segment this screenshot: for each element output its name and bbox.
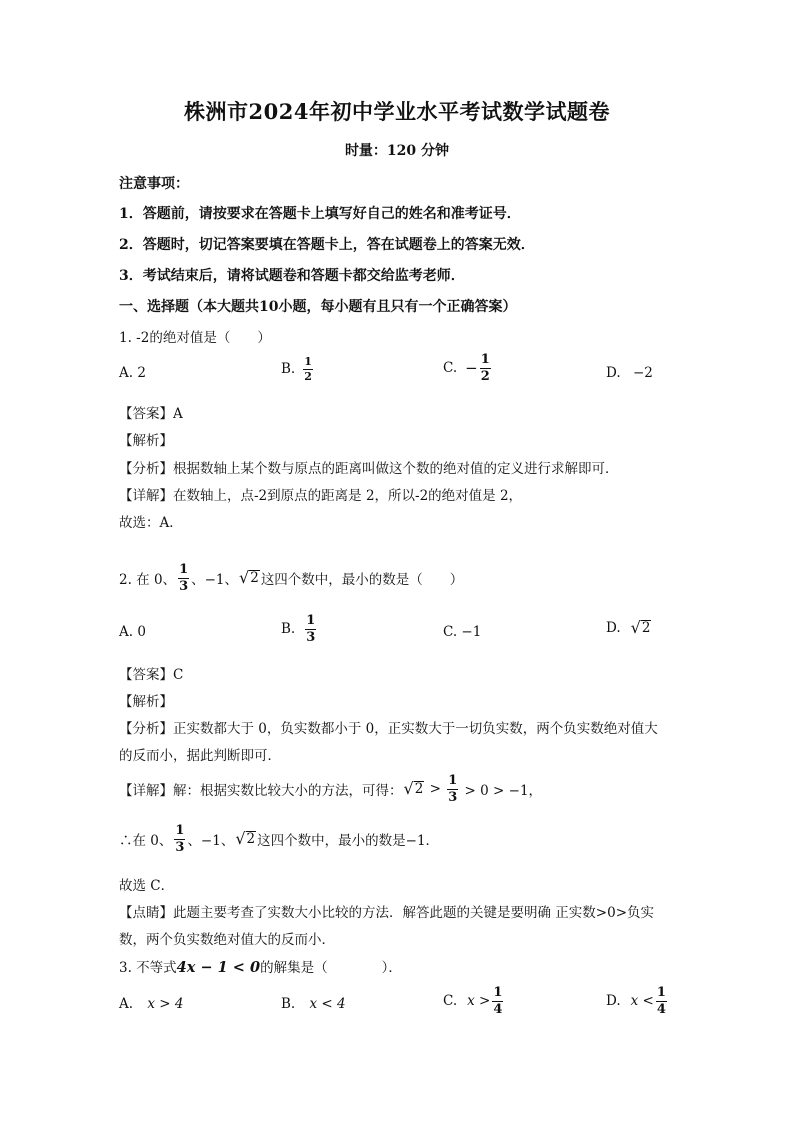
q3-option-a-label: A.: [119, 996, 134, 1012]
fraction-denominator: 3: [179, 578, 189, 594]
q1-xiangjie-tag: 【详解】: [119, 488, 173, 504]
q3-option-b-value: x < 4: [309, 996, 346, 1012]
note-item-2: 2．答题时，切记答案要填在答题卡上，答在试题卷上的答案无效．: [119, 237, 535, 253]
q2-stem-fraction: [178, 563, 189, 593]
exam-duration: 时量：120 分钟: [344, 143, 450, 159]
q1-option-a: A. 2: [119, 365, 146, 381]
q2-therefore-fraction: [174, 824, 185, 854]
q1-option-b-fraction: [303, 356, 313, 382]
q2-therefore-pre: ∴在 0、: [119, 833, 173, 850]
notes-heading: 注意事项：: [119, 176, 189, 192]
radical-sign: √: [403, 779, 414, 799]
note-item-3: 3．考试结束后，请将试题卷和答题卡都交给监考老师．: [119, 268, 465, 284]
q1-option-c-sign: −: [465, 359, 478, 378]
radical-sign: √: [630, 618, 641, 637]
q2-answer: 【答案】C: [119, 667, 184, 683]
q2-xiangjie-gt: >: [425, 781, 446, 798]
radical-sign: √: [239, 568, 250, 588]
q3-option-c: [443, 986, 505, 1016]
q1-analysis-heading: 【解析】: [119, 433, 173, 449]
fraction-denominator: 2: [304, 369, 312, 383]
q2-stem-pre: 2. 在 0、: [119, 572, 177, 589]
q3-option-a-value: x > 4: [147, 996, 184, 1012]
q3-option-c-fraction: [492, 986, 503, 1016]
note-item-1: 1．答题前，请按要求在答题卡上填写好自己的姓名和准考证号．: [119, 206, 521, 222]
q2-fenxi-text1: 正实数都大于 0，负实数都小于 0，正实数大于一切负实数，两个负实数绝对值大: [173, 721, 658, 737]
q2-therefore-sqrt: [235, 831, 256, 847]
q1-option-c: [443, 353, 493, 383]
q1-answer: 【答案】A: [119, 406, 183, 422]
fraction-numerator: 1: [480, 352, 490, 367]
q3-option-a: [119, 996, 183, 1012]
radicand: 2: [414, 781, 424, 798]
q3-stem: [119, 956, 402, 976]
radicand: 2: [641, 620, 651, 637]
q1-xiangjie-text: 在数轴上，点-2到原点的距离是 2，所以-2的绝对值是 2，: [173, 488, 523, 504]
q2-xiangjie-pre: 解：根据实数比较大小的方法，可得：: [173, 783, 403, 800]
q1-option-c-label: C.: [443, 360, 458, 377]
q2-therefore-post: 这四个数中，最小的数是−1．: [257, 833, 440, 850]
fraction-numerator: 1: [656, 985, 666, 1000]
q2-xiangjie-rest: > 0 > −1，: [460, 783, 543, 800]
fraction-numerator: 1: [493, 985, 503, 1000]
section-heading: 一、选择题（本大题共10小题，每小题有且只有一个正确答案）: [119, 299, 517, 315]
q2-therefore: [119, 824, 439, 854]
q2-therefore-mid: 、−1、: [187, 833, 235, 850]
q1-option-d: [606, 365, 653, 381]
q2-stem: [119, 563, 463, 593]
q2-option-b-label: B.: [281, 621, 296, 638]
q2-dianjing-line1: [119, 901, 654, 921]
q1-option-b: [281, 356, 315, 382]
q1-fenxi: [119, 457, 619, 477]
q1-fenxi-tag: 【分析】: [119, 461, 173, 477]
q3-option-b: [281, 996, 346, 1012]
q2-xiangjie-fraction: [447, 774, 458, 804]
q2-option-a: A. 0: [119, 624, 146, 640]
fraction-numerator: 1: [306, 613, 316, 628]
q3-option-b-label: B.: [281, 996, 296, 1012]
q2-xiangjie: [119, 774, 542, 804]
q1-conclusion: 故选：A．: [119, 515, 183, 531]
q3-option-d-pre: x <: [630, 993, 654, 1010]
q1-option-b-label: B.: [281, 361, 296, 378]
fraction-numerator: 1: [175, 823, 185, 838]
q2-dianjing-line2: 数，两个负实数绝对值大的反而小．: [119, 932, 335, 948]
q2-option-d-label: D.: [606, 620, 621, 636]
fraction-numerator: 1: [179, 562, 189, 577]
q2-fenxi-line1: [119, 717, 658, 737]
q2-stem-sqrt: [239, 570, 260, 586]
q2-fenxi-line2: 的反而小，据此判断即可．: [119, 748, 281, 764]
fraction-numerator: 1: [304, 355, 312, 368]
q3-option-d-label: D.: [606, 993, 621, 1010]
fraction-denominator: 3: [448, 789, 458, 805]
q2-option-c: C. −1: [443, 624, 482, 640]
q2-stem-mid: 、−1、: [191, 572, 239, 589]
q1-option-d-label: D.: [606, 365, 621, 381]
q1-stem: 1. -2的绝对值是（ ）: [119, 330, 271, 346]
q1-xiangjie: [119, 484, 522, 504]
fraction-denominator: 2: [480, 368, 490, 384]
radicand: 2: [250, 570, 259, 587]
q3-inequality: 4x − 1 < 0: [176, 959, 261, 976]
q1-option-c-fraction: [480, 353, 491, 383]
q3-stem-post: 的解集是（ ）．: [260, 960, 402, 976]
q2-analysis-heading: 【解析】: [119, 694, 173, 710]
q2-stem-post: 这四个数中，最小的数是（ ）: [260, 572, 464, 589]
q2-xiangjie-tag: 【详解】: [119, 783, 173, 800]
fraction-numerator: 1: [448, 773, 458, 788]
radicand: 2: [246, 831, 256, 848]
q3-option-d-fraction: [656, 986, 667, 1016]
q2-conclusion: 故选 C．: [119, 878, 175, 894]
fraction-denominator: 4: [493, 1001, 503, 1017]
fraction-denominator: 3: [306, 629, 316, 645]
q3-option-c-pre: x >: [467, 993, 491, 1010]
q1-fenxi-text: 根据数轴上某个数与原点的距离叫做这个数的绝对值的定义进行求解即可．: [173, 461, 619, 477]
q2-option-d: [606, 620, 652, 636]
radical-sign: √: [235, 829, 246, 849]
q2-dianjing-text1: 此题主要考查了实数大小比较的方法．解答此题的关键是要明确 正实数>0>负实: [173, 905, 655, 921]
page-title: 株洲市2024年初中学业水平考试数学试题卷: [184, 99, 610, 124]
fraction-denominator: 3: [175, 839, 185, 855]
q1-option-d-value: −2: [632, 365, 653, 381]
q2-option-b: [281, 614, 318, 644]
q2-xiangjie-sqrt: [404, 781, 425, 797]
q3-option-d: [606, 986, 669, 1016]
q2-option-b-fraction: [305, 614, 316, 644]
q3-option-c-label: C.: [443, 993, 458, 1010]
q2-dianjing-tag: 【点睛】: [119, 905, 173, 921]
q2-fenxi-tag: 【分析】: [119, 721, 173, 737]
q2-option-d-sqrt: [631, 620, 652, 636]
q3-stem-pre: 3. 不等式: [119, 960, 177, 976]
fraction-denominator: 4: [656, 1001, 666, 1017]
